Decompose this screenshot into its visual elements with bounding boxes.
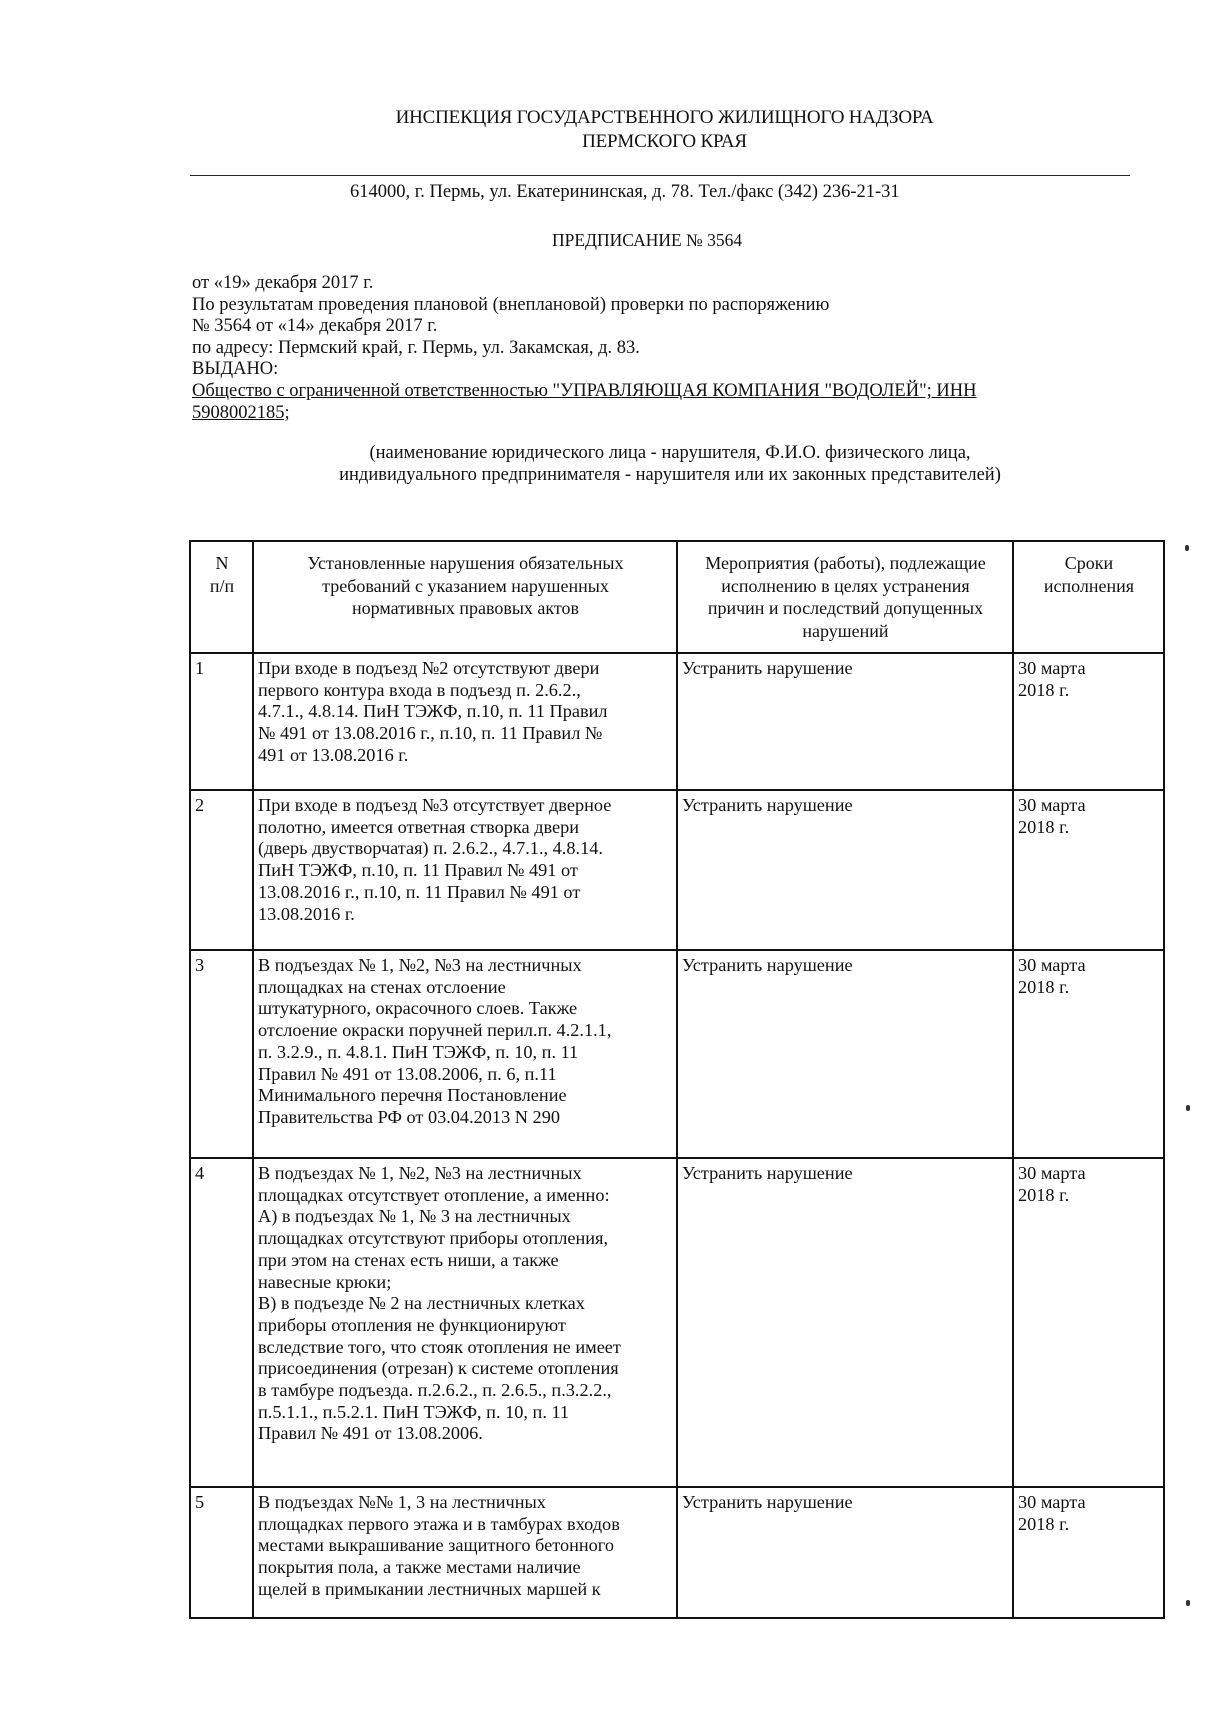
required-measure: Устранить нарушение [677,1158,1013,1487]
header-number: N п/п [190,541,253,653]
letterhead-divider [190,175,1130,176]
table-row [190,1158,1164,1487]
organization-name-line1: ИНСПЕКЦИЯ ГОСУДАРСТВЕННОГО ЖИЛИЩНОГО НАДЗОРА [395,107,934,128]
table-row [190,790,1164,950]
inspection-address: по адресу: Пермский край, г. Пермь, ул. Закамская, д. 83. [192,337,640,358]
violation-description: В подъездах № 1, №2, №3 на лестничных площадках отсутствует отопление, а именно: А) в подъездах № 1, № 3 на лестничных площадках отсутствуют приборы отопления, при этом на стенах есть ниши, а также навесные крюки; В) в подъезде № 2 на лестничных клетках приборы отопления не функционируют вследствие того, что стояк отопления не имеет присоединения (отрезан) к системе отопления в тамбуре подъезда. п.2.6.2., п. 2.6.5., п.3.2.2., п.5.1.1., п.5.2.1. ПиН ТЭЖФ, п. 10, п. 11 Правил № 491 от 13.08.2006. [253,1158,677,1487]
violation-description: В подъездах №№ 1, 3 на лестничных площадках первого этажа и в тамбурах входов местами выкрашивание защитного бетонного покрытия пола, а также местами наличие щелей в примыкании лестничных маршей к [253,1487,677,1618]
issued-label: ВЫДАНО: [192,359,279,380]
organization-name-line2: ПЕРМСКОГО КРАЯ [582,131,747,152]
row-number: 1 [190,653,253,790]
scan-artifact [1186,1600,1190,1606]
deadline: 30 марта 2018 г. [1013,653,1164,790]
required-measure: Устранить нарушение [677,790,1013,950]
inspection-basis-line1: По результатам проведения плановой (внеплановой) проверки по распоряжению [192,294,830,315]
table-row [190,1487,1164,1618]
preamble [192,273,976,424]
table-row [190,950,1164,1158]
recipient-line2: 5908002185; [192,402,290,423]
order-date: от «19» декабря 2017 г. [192,273,374,293]
required-measure: Устранить нарушение [677,1487,1013,1618]
recipient-caption-line2: индивидуального предпринимателя - нарушителя или их законных представителей) [339,465,1001,485]
violation-description: В подъездах № 1, №2, №3 на лестничных площадках на стенах отслоение штукатурного, окрасочного слоев. Также отслоение окраски поручней перил.п. 4.2.1.1, п. 3.2.9., п. 4.8.1. ПиН ТЭЖФ, п. 10, п. 11 Правил № 491 от 13.08.2006, п. 6, п.11 Минимального перечня Постановление Правительства РФ от 03.04.2013 N 290 [253,950,677,1158]
header-measures: Мероприятия (работы), подлежащие исполнению в целях устранения причин и последствий допущенных нарушений [677,541,1013,653]
row-number: 2 [190,790,253,950]
inspection-basis-line2: № 3564 от «14» декабря 2017 г. [192,316,438,337]
header-violations: Установленные нарушения обязательных требований с указанием нарушенных нормативных правовых актов [253,541,677,653]
table-row [190,653,1164,790]
recipient-line1: Общество с ограниченной ответственностью "УПРАВЛЯЮЩАЯ КОМПАНИЯ "ВОДОЛЕЙ"; ИНН [192,380,977,401]
row-number: 5 [190,1487,253,1618]
deadline: 30 марта 2018 г. [1013,950,1164,1158]
table-header-row [190,541,1164,653]
scan-artifact [1185,545,1189,551]
header-deadline: Сроки исполнения [1013,541,1164,653]
scan-artifact [1186,1105,1190,1111]
required-measure: Устранить нарушение [677,653,1013,790]
recipient-caption-line1: (наименование юридического лица - нарушителя, Ф.И.О. физического лица, [369,443,971,463]
required-measure: Устранить нарушение [677,950,1013,1158]
recipient-caption [250,442,1090,486]
document-title: ПРЕДПИСАНИЕ № 3564 [552,230,743,250]
violations-table [189,540,1165,1619]
row-number: 3 [190,950,253,1158]
organization-address: 614000, г. Пермь, ул. Екатерининская, д. 78. Тел./факс (342) 236-21-31 [350,182,900,202]
deadline: 30 марта 2018 г. [1013,1158,1164,1487]
violation-description: При входе в подъезд №2 отсутствуют двери первого контура входа в подъезд п. 2.6.2., 4.7.1., 4.8.14. ПиН ТЭЖФ, п.10, п. 11 Правил № 491 от 13.08.2016 г., п.10, п. 11 Правил № 491 от 13.08.2016 г. [253,653,677,790]
row-number: 4 [190,1158,253,1487]
deadline: 30 марта 2018 г. [1013,790,1164,950]
violation-description: При входе в подъезд №3 отсутствует дверное полотно, имеется ответная створка двери (дверь двустворчатая) п. 2.6.2., 4.7.1., 4.8.14. ПиН ТЭЖФ, п.10, п. 11 Правил № 491 от 13.08.2016 г., п.10, п. 11 Правил № 491 от 13.08.2016 г. [253,790,677,950]
deadline: 30 марта 2018 г. [1013,1487,1164,1618]
